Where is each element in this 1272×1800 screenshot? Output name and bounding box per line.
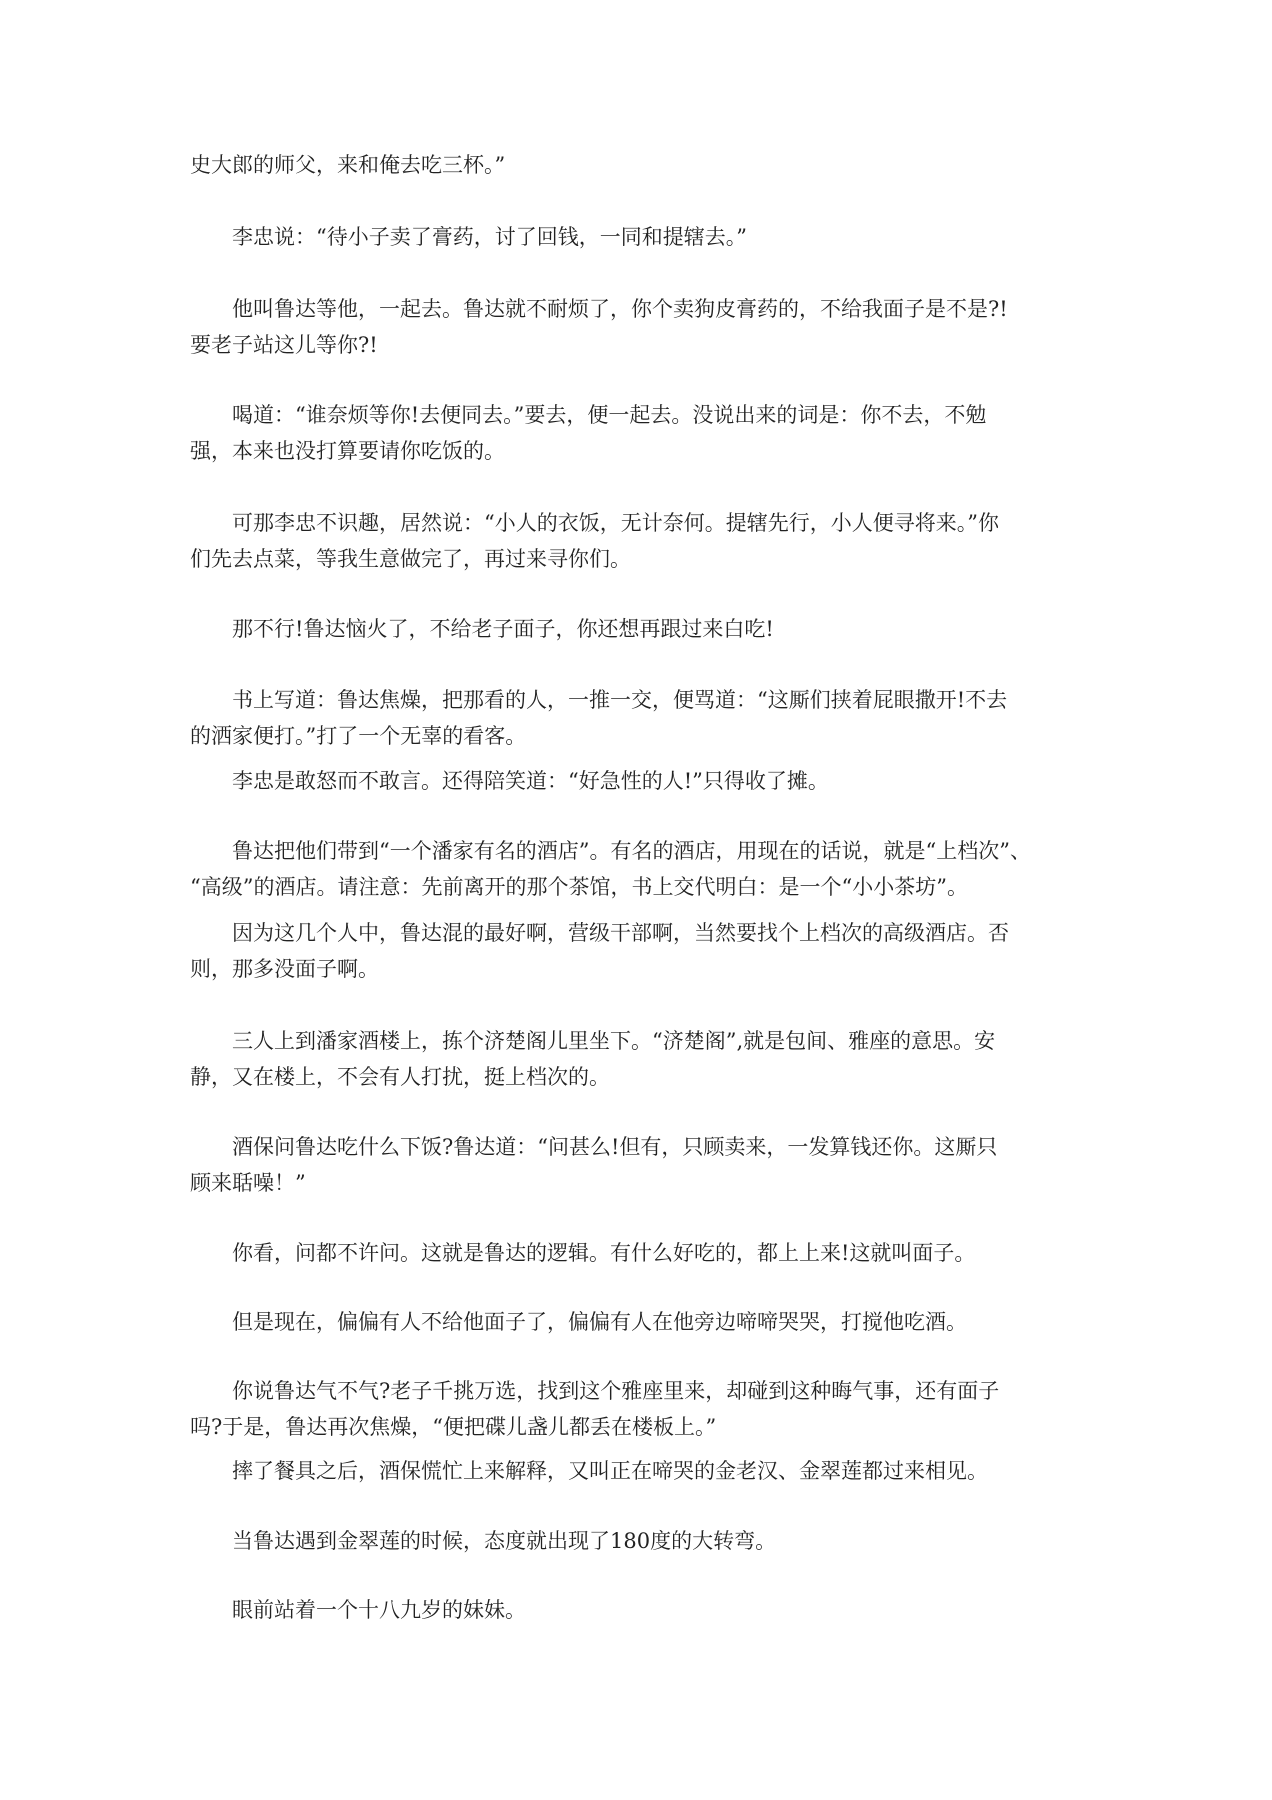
paragraph-line: 那不行!鲁达恼火了，不给老子面子，你还想再跟过来白吃!: [232, 617, 774, 641]
paragraph-1: [190, 147, 505, 183]
paragraph-line: 书上写道：鲁达焦燥，把那看的人，一推一交，便骂道：“这厮们挟着屁眼撒开!不去: [232, 688, 1008, 712]
paragraph-line: “高级”的酒店。请注意：先前离开的那个茶馆，书上交代明白：是一个“小小茶坊”。: [190, 875, 968, 899]
paragraph-line: 静，又在楼上，不会有人打扰，挺上档次的。: [190, 1065, 610, 1089]
paragraph-line: 眼前站着一个十八九岁的妹妹。: [232, 1598, 526, 1622]
paragraph-line: 但是现在，偏偏有人不给他面子了，偏偏有人在他旁边啼啼哭哭，打搅他吃酒。: [232, 1310, 967, 1334]
paragraph-line: 三人上到潘家酒楼上，拣个济楚阁儿里坐下。“济楚阁”,就是包间、雅座的意思。安: [232, 1029, 996, 1053]
paragraph-6: [190, 611, 1086, 647]
paragraph-18: [190, 1592, 1086, 1628]
paragraph-7: [190, 682, 1086, 754]
paragraph-line: 喝道：“谁奈烦等你!去便同去。”要去，便一起去。没说出来的词是：你不去，不勉: [232, 403, 987, 427]
paragraph-line: 要老子站这儿等你?!: [190, 333, 378, 357]
paragraph-8: [190, 763, 1086, 799]
paragraph-line: 鲁达把他们带到“一个潘家有名的酒店”。有名的酒店，用现在的话说，就是“上档次”、: [232, 839, 1031, 863]
paragraph-15: [190, 1373, 1086, 1445]
paragraph-line: 的洒家便打。”打了一个无辜的看客。: [190, 724, 527, 748]
paragraph-line: 史大郎的师父，来和俺去吃三杯。”: [190, 153, 506, 177]
paragraph-16: [190, 1453, 1086, 1489]
paragraph-line: 当鲁达遇到金翠莲的时候，态度就出现了180度的大转弯。: [232, 1529, 777, 1553]
paragraph-14: [190, 1304, 1086, 1340]
paragraph-5: [190, 505, 1086, 577]
paragraph-line: 酒保问鲁达吃什么下饭?鲁达道：“问甚么!但有，只顾卖来，一发算钱还你。这厮只: [232, 1135, 998, 1159]
paragraph-line: 你看，问都不许问。这就是鲁达的逻辑。有什么好吃的，都上上来!这就叫面子。: [232, 1241, 976, 1265]
paragraph-17: [190, 1523, 1086, 1559]
paragraph-10: [190, 915, 1086, 987]
paragraph-3: [190, 291, 1086, 363]
paragraph-line: 他叫鲁达等他，一起去。鲁达就不耐烦了，你个卖狗皮膏药的，不给我面子是不是?!: [232, 297, 1008, 321]
paragraph-line: 强，本来也没打算要请你吃饭的。: [190, 439, 505, 463]
paragraph-line: 可那李忠不识趣，居然说：“小人的衣饭，无计奈何。提辖先行，小人便寻将来。”你: [232, 511, 999, 535]
paragraph-line: 吗?于是，鲁达再次焦燥，“便把碟儿盏儿都丢在楼板上。”: [190, 1415, 717, 1439]
paragraph-9: [190, 833, 1086, 905]
paragraph-12: [190, 1129, 1086, 1201]
paragraph-line: 因为这几个人中，鲁达混的最好啊，营级干部啊，当然要找个上档次的高级酒店。否: [232, 921, 1009, 945]
paragraph-line: 则，那多没面子啊。: [190, 957, 379, 981]
paragraph-line: 李忠是敢怒而不敢言。还得陪笑道：“好急性的人!”只得收了摊。: [232, 769, 829, 793]
paragraph-2: [190, 219, 1086, 255]
paragraph-13: [190, 1235, 1086, 1271]
paragraph-line: 摔了餐具之后，酒保慌忙上来解释，又叫正在啼哭的金老汉、金翠莲都过来相见。: [232, 1459, 988, 1483]
paragraph-line: 你说鲁达气不气?老子千挑万选，找到这个雅座里来，却碰到这种晦气事，还有面子: [232, 1379, 1000, 1403]
paragraph-4: [190, 397, 1086, 469]
paragraph-line: 顾来聒噪！”: [190, 1171, 306, 1195]
paragraph-11: [190, 1023, 1086, 1095]
paragraph-line: 们先去点菜，等我生意做完了，再过来寻你们。: [190, 547, 631, 571]
paragraph-line: 李忠说：“待小子卖了膏药，讨了回钱，一同和提辖去。”: [232, 225, 747, 249]
